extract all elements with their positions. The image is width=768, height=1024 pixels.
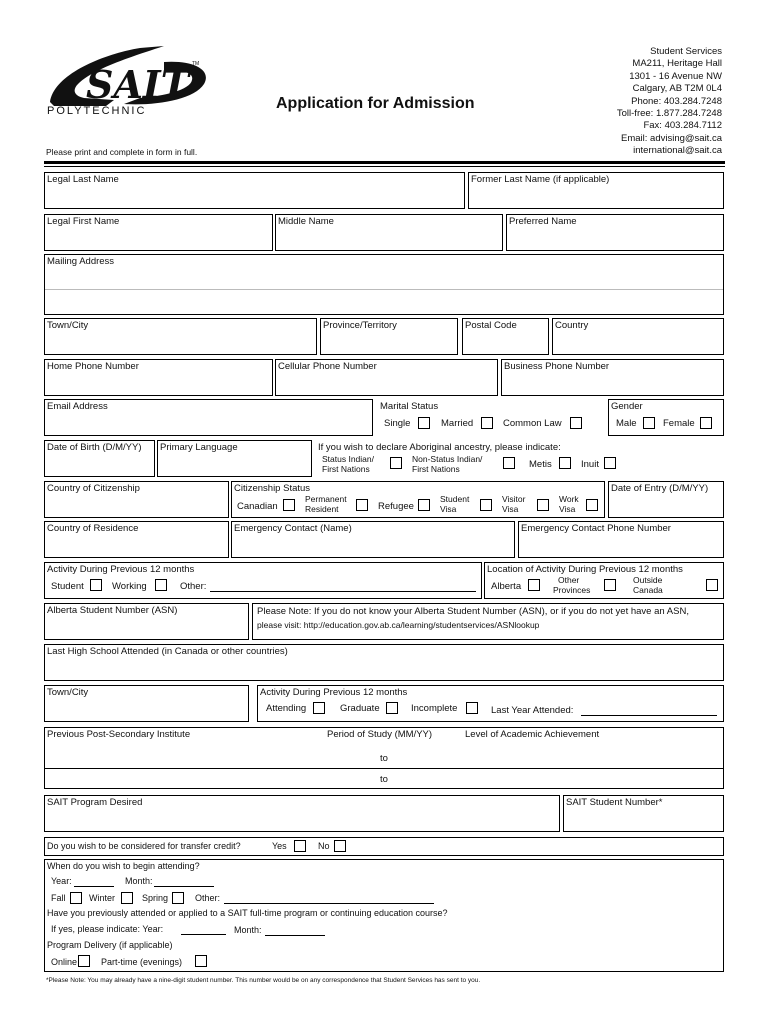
- aboriginal-nonstatus-label-1: Non-Status Indian/: [412, 454, 483, 464]
- delivery-parttime-label: Part-time (evenings): [101, 957, 183, 967]
- business-phone-field[interactable]: Business Phone Number: [501, 359, 724, 396]
- marital-status-group: Marital Status: [376, 399, 604, 436]
- gender-male-checkbox[interactable]: [643, 417, 655, 429]
- contact-line: Calgary, AB T2M 0L4: [632, 83, 722, 95]
- citizenship-refugee-checkbox[interactable]: [418, 499, 430, 511]
- primary-language-field[interactable]: Primary Language: [157, 440, 312, 477]
- hs-last-year-input[interactable]: [581, 715, 717, 716]
- citizenship-work-visa-label-1: Work: [559, 494, 579, 504]
- header-divider: [44, 161, 725, 164]
- contact-line: Student Services: [650, 46, 722, 57]
- location-outside-label-2: Canada: [633, 585, 663, 595]
- marital-married-checkbox[interactable]: [481, 417, 493, 429]
- transfer-yes-checkbox[interactable]: [294, 840, 306, 852]
- begin-month-label: Month:: [125, 876, 153, 886]
- citizenship-pr-checkbox[interactable]: [356, 499, 368, 511]
- gender-group: Gender: [608, 399, 724, 436]
- gender-female-label: Female: [663, 418, 695, 429]
- begin-month-input[interactable]: [154, 886, 214, 887]
- aboriginal-status-label-1: Status Indian/: [322, 454, 374, 464]
- contact-line: Phone: 403.284.7248: [631, 95, 722, 107]
- email-field[interactable]: Email Address: [44, 399, 373, 436]
- hs-town-city-field[interactable]: Town/City: [44, 685, 249, 722]
- citizenship-status-group: Citizenship Status: [231, 481, 605, 518]
- middle-name-field[interactable]: Middle Name: [275, 214, 503, 251]
- citizenship-canadian-checkbox[interactable]: [283, 499, 295, 511]
- legal-first-name-field[interactable]: Legal First Name: [44, 214, 273, 251]
- location-other-label-2: Provinces: [553, 585, 591, 595]
- hs-graduate-label: Graduate: [340, 703, 380, 714]
- citizenship-pr-label-2: Resident: [305, 504, 339, 514]
- delivery-parttime-checkbox[interactable]: [195, 955, 207, 967]
- contact-block: [617, 46, 722, 158]
- citizenship-visitor-visa-label-1: Visitor: [502, 494, 526, 504]
- activity-prev-group: Activity During Previous 12 months: [44, 562, 482, 599]
- activity-working-checkbox[interactable]: [155, 579, 167, 591]
- begin-attending-label: When do you wish to begin attending?: [47, 861, 200, 871]
- program-delivery-label: Program Delivery (if applicable): [47, 940, 173, 950]
- if-yes-month-label: Month:: [234, 925, 262, 935]
- location-activity-group: Location of Activity During Previous 12 months: [484, 562, 724, 599]
- citizenship-pr-label-1: Permanent: [305, 494, 347, 504]
- citizenship-refugee-label: Refugee: [378, 501, 414, 512]
- hs-last-year-label: Last Year Attended:: [491, 705, 574, 716]
- sait-student-number-field[interactable]: SAIT Student Number*: [563, 795, 724, 832]
- hs-incomplete-label: Incomplete: [411, 703, 458, 714]
- transfer-credit-label: Do you wish to be considered for transfer credit?: [47, 841, 241, 851]
- begin-year-label: Year:: [51, 876, 72, 886]
- marital-common-law-label: Common Law: [503, 418, 562, 429]
- form-title: Application for Admission: [276, 95, 475, 112]
- province-field[interactable]: Province/Territory: [320, 318, 458, 355]
- aboriginal-nonstatus-checkbox[interactable]: [503, 457, 515, 469]
- aboriginal-metis-label: Metis: [529, 459, 552, 470]
- logo-tm: TM: [192, 61, 200, 67]
- town-city-field[interactable]: Town/City: [44, 318, 317, 355]
- gender-male-label: Male: [616, 418, 637, 429]
- term-spring-checkbox[interactable]: [172, 892, 184, 904]
- term-other-input[interactable]: [224, 903, 434, 904]
- aboriginal-metis-checkbox[interactable]: [559, 457, 571, 469]
- if-yes-year-input[interactable]: [181, 934, 226, 935]
- citizenship-student-visa-checkbox[interactable]: [480, 499, 492, 511]
- aboriginal-inuit-label: Inuit: [581, 459, 599, 470]
- marital-single-label: Single: [384, 418, 411, 429]
- asn-note: [252, 603, 724, 640]
- activity-other-input[interactable]: [210, 591, 476, 592]
- period-to-label-2: to: [380, 774, 388, 785]
- delivery-online-label: Online: [51, 957, 78, 967]
- location-outside-label-1: Outside: [633, 575, 663, 585]
- form-instruction: Please print and complete in form in full.: [46, 147, 198, 157]
- marital-single-checkbox[interactable]: [418, 417, 430, 429]
- hs-attending-checkbox[interactable]: [313, 702, 325, 714]
- location-other-checkbox[interactable]: [604, 579, 616, 591]
- asn-note-line-2: please visit: http://education.gov.ab.ca/learning/studentservices/ASNlookup: [257, 620, 540, 630]
- postal-code-field[interactable]: Postal Code: [462, 318, 549, 355]
- location-alberta-label: Alberta: [491, 581, 522, 592]
- country-field[interactable]: Country: [552, 318, 724, 355]
- location-other-label-1: Other: [558, 575, 580, 585]
- term-fall-checkbox[interactable]: [70, 892, 82, 904]
- sait-logo: [44, 44, 214, 122]
- asn-field[interactable]: Alberta Student Number (ASN): [44, 603, 249, 640]
- citizenship-student-visa-label-2: Visa: [440, 504, 457, 514]
- transfer-yes-label: Yes: [272, 841, 287, 851]
- asn-note-line-1: Please Note: If you do not know your Alberta Student Number (ASN), or if you do not yet have an ASN,: [257, 606, 689, 617]
- period-to-label-1: to: [380, 753, 388, 764]
- contact-line: international@sait.ca: [633, 145, 722, 157]
- mailing-address-field[interactable]: Mailing Address: [44, 254, 724, 315]
- delivery-online-checkbox[interactable]: [78, 955, 90, 967]
- level-achievement-label: Level of Academic Achievement: [465, 729, 600, 740]
- former-last-name-field[interactable]: Former Last Name (if applicable): [468, 172, 724, 209]
- contact-line: Toll-free: 1.877.284.7248: [616, 108, 722, 120]
- hs-graduate-checkbox[interactable]: [386, 702, 398, 714]
- emergency-phone-field[interactable]: Emergency Contact Phone Number: [518, 521, 724, 558]
- hs-attending-label: Attending: [266, 703, 307, 714]
- marital-common-law-checkbox[interactable]: [570, 417, 582, 429]
- if-yes-month-input[interactable]: [265, 935, 325, 936]
- hs-incomplete-checkbox[interactable]: [466, 702, 478, 714]
- home-phone-field[interactable]: Home Phone Number: [44, 359, 273, 396]
- term-other-label: Other:: [195, 893, 221, 903]
- contact-line: 1301 - 16 Avenue NW: [629, 70, 722, 82]
- citizenship-visitor-visa-label-2: Visa: [502, 504, 519, 514]
- aboriginal-inuit-checkbox[interactable]: [604, 457, 616, 469]
- activity-other-label: Other:: [180, 581, 207, 592]
- aboriginal-status-label-2: First Nations: [322, 464, 370, 474]
- if-yes-year-label: If yes, please indicate: Year:: [51, 924, 164, 934]
- contact-line: MA211, Heritage Hall: [632, 58, 722, 70]
- citizenship-visitor-visa-checkbox[interactable]: [537, 499, 549, 511]
- term-winter-checkbox[interactable]: [121, 892, 133, 904]
- dob-field[interactable]: Date of Birth (D/M/YY): [44, 440, 155, 477]
- aboriginal-label: If you wish to declare Aboriginal ancestry, please indicate:: [318, 442, 561, 453]
- term-fall-label: Fall: [51, 893, 66, 903]
- last-high-school-field[interactable]: Last High School Attended (in Canada or other countries): [44, 644, 724, 681]
- post-secondary-divider: [45, 768, 723, 769]
- contact-line: Email: advising@sait.ca: [621, 132, 722, 144]
- transfer-no-checkbox[interactable]: [334, 840, 346, 852]
- country-citizenship-field[interactable]: Country of Citizenship: [44, 481, 229, 518]
- activity-student-label: Student: [51, 581, 84, 592]
- cell-phone-field[interactable]: Cellular Phone Number: [275, 359, 498, 396]
- contact-line: Fax: 403.284.7112: [643, 120, 722, 132]
- citizenship-work-visa-label-2: Visa: [559, 504, 576, 514]
- address-divider: [45, 289, 723, 290]
- country-residence-field[interactable]: Country of Residence: [44, 521, 229, 558]
- gender-female-checkbox[interactable]: [700, 417, 712, 429]
- aboriginal-nonstatus-label-2: First Nations: [412, 464, 460, 474]
- preferred-name-field[interactable]: Preferred Name: [506, 214, 724, 251]
- svg-text:SAIT: SAIT: [86, 62, 189, 107]
- previously-attended-label: Have you previously attended or applied to a SAIT full-time program or continuing education course?: [47, 908, 448, 918]
- location-alberta-checkbox[interactable]: [528, 579, 540, 591]
- begin-year-input[interactable]: [74, 886, 114, 887]
- post-secondary-group: Previous Post-Secondary Institute: [44, 727, 724, 789]
- citizenship-canadian-label: Canadian: [237, 501, 278, 512]
- legal-last-name-field[interactable]: Legal Last Name: [44, 172, 465, 209]
- footnote: *Please Note: You may already have a nine-digit student number. This number would be on any correspondence that Student Services has sent to you.: [46, 977, 481, 984]
- program-desired-field[interactable]: SAIT Program Desired: [44, 795, 560, 832]
- citizenship-student-visa-label-1: Student: [440, 494, 470, 504]
- citizenship-work-visa-checkbox[interactable]: [586, 499, 598, 511]
- period-study-label: Period of Study (MM/YY): [327, 729, 433, 740]
- transfer-no-label: No: [318, 841, 330, 851]
- emergency-contact-field[interactable]: Emergency Contact (Name): [231, 521, 515, 558]
- location-outside-checkbox[interactable]: [706, 579, 718, 591]
- activity-working-label: Working: [112, 581, 147, 592]
- aboriginal-status-checkbox[interactable]: [390, 457, 402, 469]
- date-of-entry-field[interactable]: Date of Entry (D/M/YY): [608, 481, 724, 518]
- term-winter-label: Winter: [89, 893, 116, 903]
- header-divider-thin: [44, 166, 725, 167]
- hs-activity-group: Activity During Previous 12 months: [257, 685, 724, 722]
- term-spring-label: Spring: [142, 893, 169, 903]
- marital-married-label: Married: [441, 418, 474, 429]
- activity-student-checkbox[interactable]: [90, 579, 102, 591]
- logo-subtitle: POLYTECHNIC: [47, 105, 147, 117]
